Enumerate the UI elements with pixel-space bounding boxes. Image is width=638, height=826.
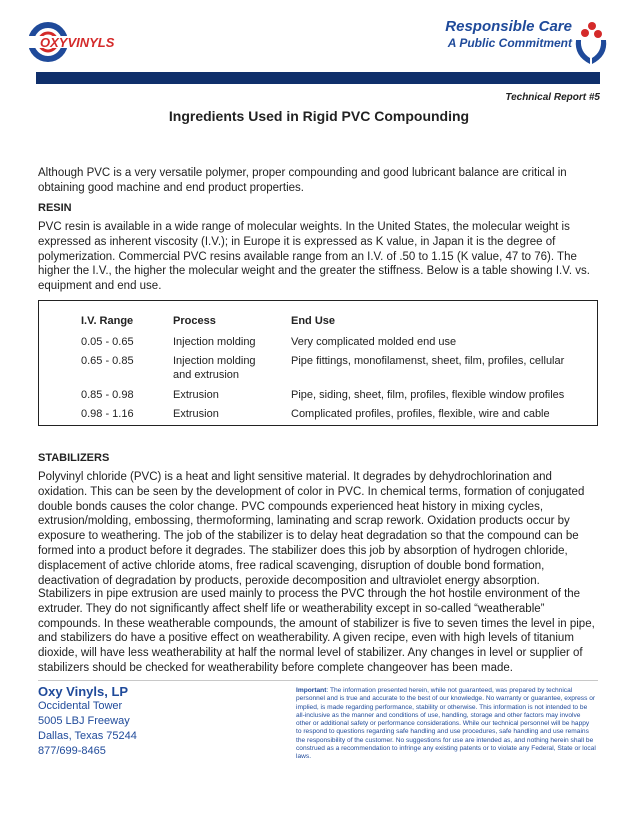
- company-address-block: [38, 684, 137, 759]
- resin-heading: RESIN: [38, 202, 72, 214]
- row4-end-use: Complicated profiles, profiles, flexible, wire and cable: [291, 408, 550, 420]
- header-bar: [36, 72, 600, 84]
- oxyvinyls-logo: [24, 10, 174, 74]
- row1-process: Injection molding: [173, 336, 256, 348]
- table-header-process: Process: [173, 315, 216, 327]
- row2-range: 0.65 - 0.85: [81, 355, 134, 367]
- address-line-3: Dallas, Texas 75244: [38, 730, 137, 742]
- report-label: Technical Report #5: [505, 92, 600, 103]
- row1-range: 0.05 - 0.65: [81, 336, 134, 348]
- row4-range: 0.98 - 1.16: [81, 408, 134, 420]
- row3-end-use: Pipe, siding, sheet, film, profiles, flexible window profiles: [291, 389, 565, 401]
- responsible-care-subtitle: A Public Commitment: [447, 36, 572, 50]
- intro-paragraph: Although PVC is a very versatile polymer, proper compounding and good lubricant balance are critical in obtaining good machine and end product properties.: [38, 167, 567, 194]
- logo-text: OXYVINYLS: [40, 35, 115, 50]
- address-line-2: 5005 LBJ Freeway: [38, 715, 130, 727]
- row4-process: Extrusion: [173, 408, 219, 420]
- address-line-1: Occidental Tower: [38, 700, 123, 712]
- row2-process: Injection molding: [173, 355, 256, 367]
- row3-process: Extrusion: [173, 389, 219, 401]
- table-header-range: I.V. Range: [81, 315, 134, 327]
- page-title: Ingredients Used in Rigid PVC Compounding: [168, 108, 470, 124]
- row1-end-use: Very complicated molded end use: [291, 336, 457, 348]
- responsible-care-hands-icon: [572, 18, 610, 68]
- stabilizers-paragraph-1: Polyvinyl chloride (PVC) is a heat and light sensitive material. It degrades by dehydrochlorination and oxidation. This can be seen by the development of color in PVC. In chemical terms, formation of conjugated double bonds causes the color change. PVC compounds experienced heat history in mixing cycles, extrusion/molding, embossing, thermoforming, laminating and scrap rework. Oxidation products occur by exposure to weathering. The job of the stabilizer is to delay heat degradation so that the compound can be formed into a product before it degrades. The stabilizer does this job by absorption of hydrogen chloride, displacement of active chloride atoms, free radical scavenging, disruption of double bond formation, deactivation of degradation by products, peroxide decomposition and ultraviolet energy absorption.: [38, 471, 585, 587]
- row2-end-use: Pipe fittings, monofilamenst, sheet, film, profiles, cellular: [291, 355, 565, 367]
- stabilizers-heading: STABILIZERS: [38, 452, 110, 464]
- footer-divider: [38, 680, 598, 681]
- row2-process-cont: and extrusion: [173, 369, 240, 381]
- responsible-care-title: Responsible Care: [445, 18, 572, 35]
- resin-paragraph: PVC resin is available in a wide range of molecular weights. In the United States, the molecular weight is expressed as inherent viscosity (I.V.); in Europe it is expressed as K value, in Japan it is the degree of polymerization. Commercial PVC resins available range from an I.V. of .50 to 1.15 (K value, 47 to 76). The higher the I.V., the higher the molecular weight and the greater the stiffness. Below is a table showing I.V. vs. equipment and end use.: [38, 221, 590, 293]
- important-label: Important: [296, 687, 327, 694]
- page-header: [0, 0, 638, 90]
- row3-range: 0.85 - 0.98: [81, 389, 134, 401]
- important-disclaimer: [296, 687, 596, 762]
- table-header-end-use: End Use: [291, 315, 336, 327]
- iv-table: [38, 300, 598, 426]
- stabilizers-paragraph-2: Stabilizers in pipe extrusion are used mainly to process the PVC through the hot hostile environment of the extruder. They do not significantly affect shelf life or weatherability except in so-called “weatherable” compounds. In these weatherable compounds, the amount of stabilizer is five to seven times the level in pipe, and stabilizers do have a positive effect on weatherability. A given recipe, even with high levels of titanium dioxide, will have less weatherability at half the normal level of stabilizer. Any changes in level or supplier of stabilizers should be checked for weatherability before complete changeover has been made.: [38, 588, 595, 674]
- important-text: : The information presented herein, while not guaranteed, was prepared by technical personnel and is true and accurate to the best of our knowledge. No warranty or guarantee, express or implied, is made regarding performance, stability or otherwise. This information is not intended to be all-inclusive as the manner and conditions of use, handling, storage and other factors may involve other or additional safety or performance considerations. While our technical personnel will be happy to respond to questions regarding safe handling and use procedures, safe handling and use remains the responsibility of the customer. No suggestions for use are intended as, and nothing herein shall be construed as a recommendation to infringe any existing patents or to violate any Federal, State or local laws.: [296, 687, 596, 761]
- phone-number: 877/699-8465: [38, 745, 106, 757]
- company-name: Oxy Vinyls, LP: [38, 684, 129, 699]
